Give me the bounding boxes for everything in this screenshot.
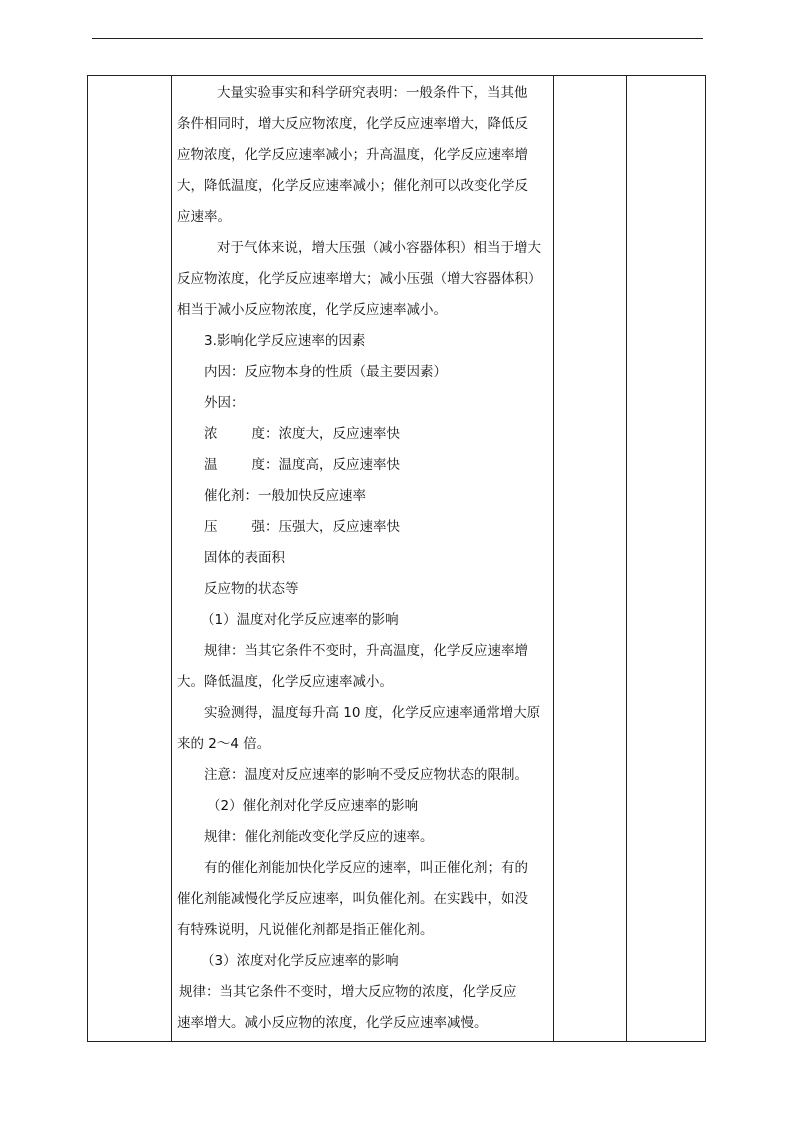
text-line: 实验测得，温度每升高 10 度，化学反应速率通常增大原 xyxy=(204,705,541,721)
text-line: 外因： xyxy=(204,395,245,411)
text-line: 速率增大。减小反应物的浓度，化学反应速率减慢。 xyxy=(177,1015,488,1031)
text-line xyxy=(177,450,551,481)
text-line: 催化剂能减慢化学反应速率，叫负催化剂。在实践中，如没 xyxy=(177,891,528,907)
text-line: 相当于减小反应物浓度，化学反应速率减小。 xyxy=(177,302,447,318)
text-line: 注意：温度对反应速率的影响不受反应物状态的限制。 xyxy=(204,767,528,783)
text-line: 应速率。 xyxy=(177,209,231,225)
text-line: 大量实验事实和科学研究表明：一般条件下，当其他 xyxy=(217,85,528,101)
column-divider xyxy=(553,76,554,1041)
text-line: 规律：当其它条件不变时，升高温度，化学反应速率增 xyxy=(204,643,528,659)
column-divider xyxy=(171,76,172,1041)
factor-name-part: 压 xyxy=(204,519,218,535)
text-line: 3.影响化学反应速率的因素 xyxy=(204,333,366,349)
text-line: 对于气体来说，增大压强（减小容器体积）相当于增大 xyxy=(217,240,541,256)
text-line xyxy=(177,419,551,450)
factor-description: 度：温度高，反应速率快 xyxy=(251,457,400,473)
factor-description: 度：浓度大，反应速率快 xyxy=(251,426,400,442)
text-line: （2）催化剂对化学反应速率的影响 xyxy=(207,798,419,814)
text-line: 来的 2～4 倍。 xyxy=(177,736,271,752)
text-line: 反应物浓度，化学反应速率增大；减小压强（增大容器体积） xyxy=(177,271,542,287)
text-line: 条件相同时，增大反应物浓度，化学反应速率增大，降低反 xyxy=(177,116,528,132)
text-line: 催化剂：一般加快反应速率 xyxy=(204,488,366,504)
text-line: 规律：催化剂能改变化学反应的速率。 xyxy=(204,829,434,845)
text-line: 大，降低温度，化学反应速率减小；催化剂可以改变化学反 xyxy=(177,178,528,194)
text-line: 反应物的状态等 xyxy=(204,581,299,597)
factor-name-part: 浓 xyxy=(204,426,218,442)
text-line: 固体的表面积 xyxy=(204,550,285,566)
text-line: 应物浓度，化学反应速率减小；升高温度，化学反应速率增 xyxy=(177,147,528,163)
header-rule xyxy=(92,38,703,39)
factor-description: 强：压强大，反应速率快 xyxy=(251,519,400,535)
text-line xyxy=(177,512,551,543)
factor-name-part: 温 xyxy=(204,457,218,473)
text-line: 内因：反应物本身的性质（最主要因素） xyxy=(204,364,447,380)
text-line: （1）温度对化学反应速率的影响 xyxy=(201,612,399,628)
column-divider xyxy=(626,76,627,1041)
text-line: 有的催化剂能加快化学反应的速率，叫正催化剂；有的 xyxy=(204,860,528,876)
text-line: 规律：当其它条件不变时，增大反应物的浓度，化学反应 xyxy=(179,984,517,1000)
lesson-content-cell xyxy=(177,78,551,1039)
text-line: 大。降低温度，化学反应速率减小。 xyxy=(177,674,393,690)
text-line: （3）浓度对化学反应速率的影响 xyxy=(201,953,399,969)
text-line: 有特殊说明，凡说催化剂都是指正催化剂。 xyxy=(177,922,434,938)
